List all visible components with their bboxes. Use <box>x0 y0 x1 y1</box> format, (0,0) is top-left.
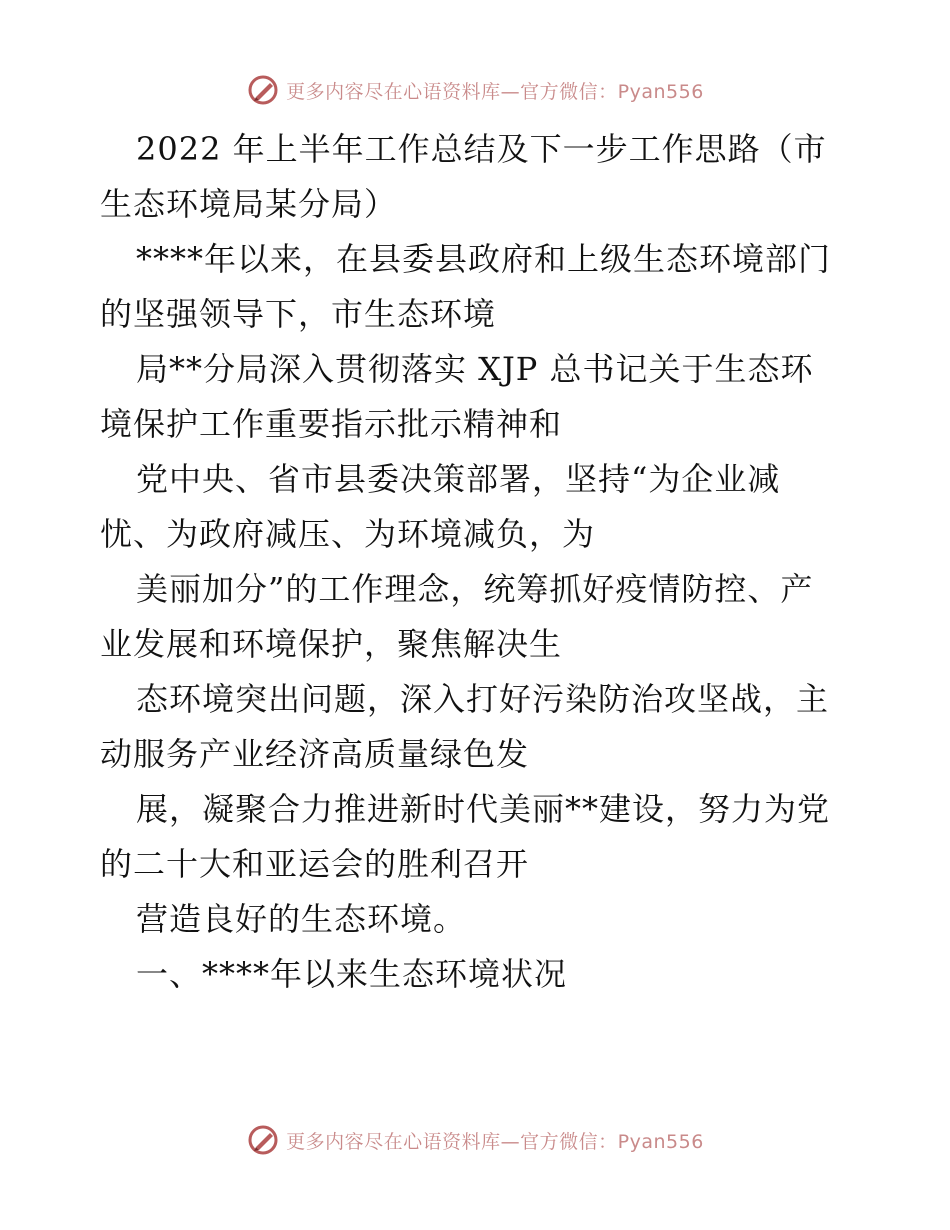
doc-text-line: 展，凝聚合力推进新时代美丽**建设，努力为党 <box>136 790 831 828</box>
section-heading: 一、****年以来生态环境状况 <box>136 955 568 993</box>
pen-logo-icon <box>246 1123 280 1157</box>
pen-logo-icon <box>246 73 280 107</box>
doc-text-line: 营造良好的生态环境。 <box>136 900 467 938</box>
footer-watermark <box>0 1120 950 1160</box>
watermark-text: 更多内容尽在心语资料库—官方微信：Pyan556 <box>286 80 704 103</box>
doc-text-line: 的坚强领导下，市生态环境 <box>100 295 497 333</box>
doc-text-line: 态环境突出问题，深入打好污染防治攻坚战，主 <box>136 680 830 718</box>
doc-text-line: 忧、为政府减压、为环境减负，为 <box>100 515 596 553</box>
doc-title-line-2: 生态环境局某分局） <box>100 185 398 223</box>
doc-text-line: 的二十大和亚运会的胜利召开 <box>100 845 530 883</box>
doc-text-line: 局**分局深入贯彻落实 XJP 总书记关于生态环 <box>136 350 814 388</box>
doc-text-line: 党中央、省市县委决策部署，坚持“为企业减 <box>136 460 781 498</box>
watermark-text: 更多内容尽在心语资料库—官方微信：Pyan556 <box>286 1130 704 1153</box>
doc-text-line: 动服务产业经济高质量绿色发 <box>100 735 530 773</box>
doc-text-line: 美丽加分”的工作理念，统筹抓好疫情防控、产 <box>136 570 814 608</box>
doc-title-line-1: 2022 年上半年工作总结及下一步工作思路（市 <box>136 130 827 168</box>
document-body <box>100 122 860 1002</box>
header-watermark <box>0 70 950 110</box>
doc-text-line: ****年以来，在县委县政府和上级生态环境部门 <box>136 240 832 278</box>
doc-text-line: 境保护工作重要指示批示精神和 <box>100 405 563 443</box>
doc-text-line: 业发展和环境保护，聚焦解决生 <box>100 625 563 663</box>
